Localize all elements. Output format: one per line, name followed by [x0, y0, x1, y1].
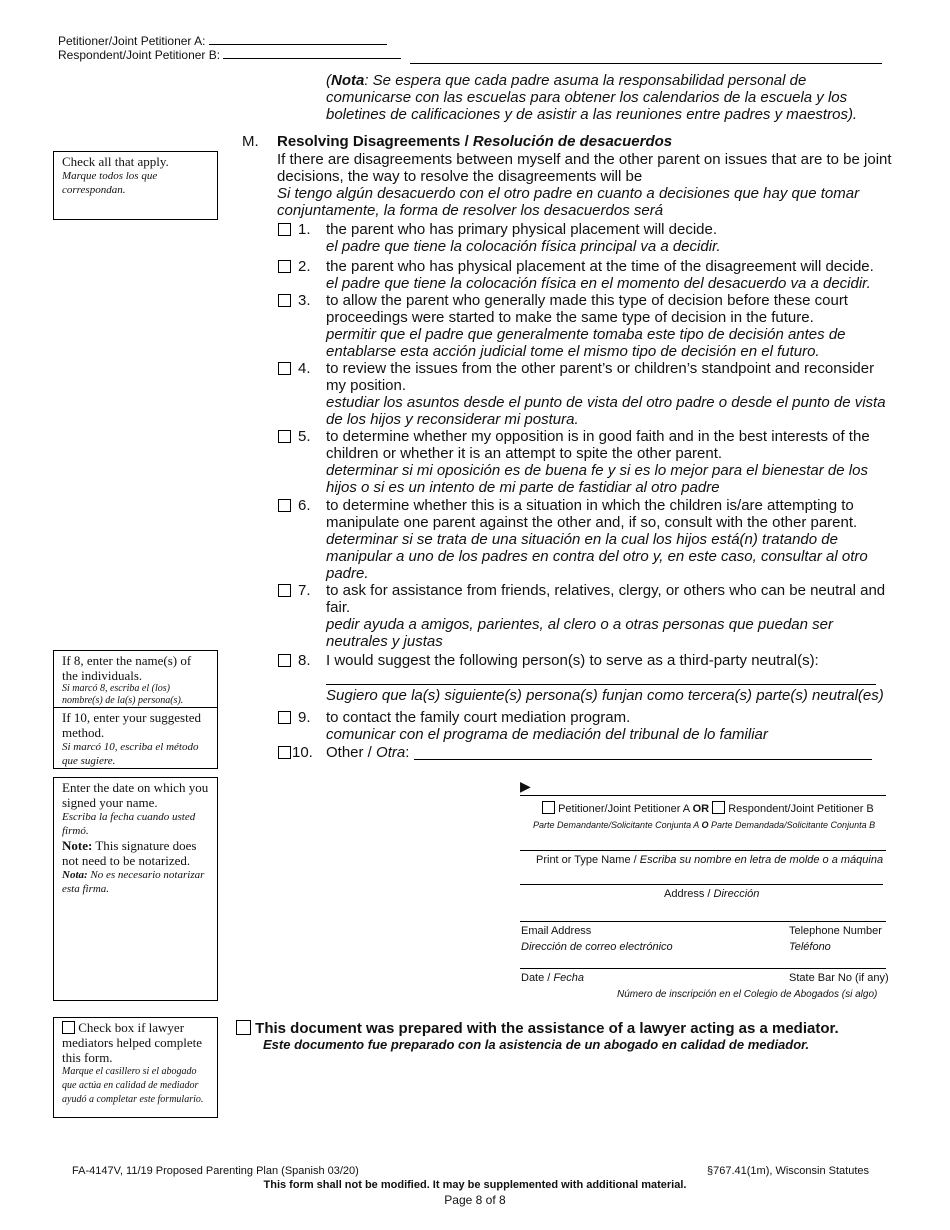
mediator-en: This document was prepared with the assistance of a lawyer acting as a mediator. — [255, 1020, 839, 1037]
email-caption-en: Email Address — [521, 925, 592, 937]
option-4-number: 4. — [298, 360, 311, 377]
option-1-en: the parent who has primary physical placement will decide. — [326, 221, 718, 238]
option-3-es: permitir que el padre que generalmente tomaba este tipo de decisión antes de entablarse esta acción judicial tome el mismo tipo de decisión en el futuro. — [326, 326, 846, 360]
if8-en: If 8, enter the name(s) of the individuals. — [62, 653, 192, 683]
section-intro-en: If there are disagreements between myself and the other parent on issues that are to be joint decisions, the way to resolve the disagreements will be — [277, 151, 892, 185]
date-es: Escriba la fecha cuando usted firmó. — [62, 811, 196, 837]
option-9-checkbox[interactable] — [278, 711, 291, 724]
address-caption — [664, 888, 759, 901]
option-6-es: determinar si se trata de una situación en la cual los hijos está(n) tratando de manipular a uno de los padres en contra del otro y, en este caso, consultar al otro padre. — [326, 531, 868, 582]
option-4-en: to review the issues from the other parent’s or children’s standpoint and reconsider my position. — [326, 360, 875, 394]
option-8-text — [326, 652, 898, 704]
option-3-text — [326, 292, 898, 360]
option-9-text — [326, 709, 898, 743]
option-9-number: 9. — [298, 709, 311, 726]
party-es-row — [533, 820, 875, 831]
option-8-number: 8. — [298, 652, 311, 669]
lawyer-checkbox[interactable] — [62, 1021, 75, 1034]
mediator-checkbox[interactable] — [236, 1020, 251, 1035]
option-10-colon: : — [405, 744, 410, 761]
option-3-number: 3. — [298, 292, 311, 309]
section-title-es: Resolución de desacuerdos — [472, 133, 673, 150]
date-caption — [521, 972, 584, 985]
if10-en: If 10, enter your suggested method. — [62, 710, 201, 740]
lawyer-es: Marque el casillero si el abogado que actúa en calidad de mediador ayudó a completar este formulario. — [62, 1066, 204, 1105]
footer-notice: This form shall not be modified. It may be supplemented with additional material. — [263, 1179, 687, 1191]
option-5-number: 5. — [298, 428, 311, 445]
nota-label-es: Nota: — [62, 869, 88, 881]
lawyer-en-line — [62, 1020, 209, 1065]
option-2-number: 2. — [298, 258, 311, 275]
bar-caption-en: State Bar No (if any) — [789, 972, 889, 984]
nota-paragraph — [326, 72, 891, 123]
if10-es: Si marcó 10, escriba el método que sugiere. — [62, 741, 199, 767]
option-1-text — [326, 221, 898, 255]
party-or: OR — [692, 803, 710, 815]
nota-label: Nota — [331, 72, 365, 89]
option-8-en: I would suggest the following person(s) to serve as a third-party neutral(s): — [326, 652, 819, 669]
nota-open: ( — [326, 72, 331, 89]
print-name-line[interactable] — [520, 850, 886, 851]
option-5-checkbox[interactable] — [278, 430, 291, 443]
phone-caption-es: Teléfono — [789, 941, 831, 953]
nota-es-line — [62, 868, 209, 896]
footer-form-id: FA-4147V, 11/19 Proposed Parenting Plan (Spanish 03/20) — [72, 1165, 359, 1177]
option-1-number: 1. — [298, 221, 311, 238]
email-line[interactable] — [520, 921, 886, 922]
option-4-checkbox[interactable] — [278, 362, 291, 375]
signature-line[interactable] — [520, 795, 886, 796]
option-3-checkbox[interactable] — [278, 294, 291, 307]
header-divider — [410, 63, 882, 64]
option-10-number: 10. — [292, 744, 313, 761]
sidebar-check-all — [53, 151, 218, 220]
option-6-number: 6. — [298, 497, 311, 514]
check-all-es: Marque todos los que correspondan. — [62, 170, 158, 196]
party-b-label: Respondent/Joint Petitioner B — [728, 803, 874, 815]
sidebar-lawyer — [53, 1017, 218, 1118]
option-7-es: pedir ayuda a amigos, parientes, al clero o a otras personas que puedan ser neutrales y justas — [326, 616, 833, 650]
option-2-text — [326, 258, 898, 292]
option-1-es: el padre que tiene la colocación física principal va a decidir. — [326, 238, 721, 255]
option-6-checkbox[interactable] — [278, 499, 291, 512]
option-8-es: Sugiero que la(s) siguiente(s) persona(s) funjan como tercera(s) parte(s) neutral(es) — [326, 687, 884, 704]
option-9-es: comunicar con el programa de mediación del tribunal de lo familiar — [326, 726, 768, 743]
email-caption-es: Dirección de correo electrónico — [521, 941, 673, 953]
option-5-en: to determine whether my opposition is in good faith and in the best interests of the children or whether it is an attempt to spite the other parent. — [326, 428, 870, 462]
sign-arrow: ▶ — [520, 778, 531, 794]
party-es-b: Parte Demandada/Solicitante Conjunta B — [710, 820, 876, 830]
date-es-label: Fecha — [553, 972, 584, 984]
mediator-en-line — [236, 1020, 896, 1037]
option-7-checkbox[interactable] — [278, 584, 291, 597]
date-en-label: Date / — [521, 972, 554, 984]
address-es: Dirección — [713, 888, 760, 900]
respondent-field[interactable] — [223, 47, 401, 59]
option-10-text — [326, 744, 898, 761]
date-line[interactable] — [520, 968, 886, 969]
option-3-en: to allow the parent who generally made this type of decision before these court proceedings were started to make the same type of decision in the future. — [326, 292, 848, 326]
header-respondent — [58, 47, 401, 62]
print-en: Print or Type Name / — [536, 854, 640, 866]
option-2-en: the parent who has physical placement at the time of the disagreement will decide. — [326, 258, 874, 275]
note-label: Note: — [62, 838, 93, 853]
sidebar-date-note — [53, 777, 218, 1001]
petitioner-field[interactable] — [209, 33, 387, 45]
option-9-en: to contact the family court mediation program. — [326, 709, 631, 726]
section-intro-es: Si tengo algún desacuerdo con el otro padre en cuanto a decisiones que hay que tomar conjuntamente, la forma de resolver los desacuerdos será — [277, 185, 860, 219]
lawyer-en: Check box if lawyer mediators helped complete this form. — [62, 1020, 203, 1065]
nota-text: : Se espera que cada padre asuma la responsabilidad personal de comunicarse con las escuelas para obtener los calendarios de la escuela y los boletines de calificaciones y de asistir a las reuniones entre padres y maestros). — [326, 72, 858, 123]
option-5-es: determinar si mi oposición es de buena fe y si es lo mejor para el bienestar de los hijos o si es un intento de mi parte de fastidiar al otro padre — [326, 462, 868, 496]
respondent-label: Respondent/Joint Petitioner B: — [58, 48, 221, 62]
option-6-text — [326, 497, 898, 582]
header-petitioner — [58, 33, 387, 48]
party-a-checkbox[interactable] — [542, 801, 555, 814]
option-8-checkbox[interactable] — [278, 654, 291, 667]
option-10-en: Other / — [326, 744, 377, 761]
mediator-es: Este documento fue preparado con la asistencia de un abogado en calidad de mediador. — [263, 1037, 810, 1052]
option-2-checkbox[interactable] — [278, 260, 291, 273]
option-10-field[interactable] — [414, 745, 872, 760]
option-5-text — [326, 428, 898, 496]
party-es-o: O — [701, 820, 709, 830]
option-10-checkbox[interactable] — [278, 746, 291, 759]
nota-es: No es necesario notarizar esta firma. — [62, 869, 205, 895]
mediator-statement — [236, 1020, 896, 1053]
section-title-sep: / — [460, 133, 473, 150]
address-line[interactable] — [520, 884, 883, 885]
party-a-label: Petitioner/Joint Petitioner A — [558, 803, 690, 815]
option-1-checkbox[interactable] — [278, 223, 291, 236]
print-es: Escriba su nombre en letra de molde o a máquina — [639, 854, 884, 866]
if8-es: Si marcó 8, escriba el (los) nombre(s) de la(s) persona(s). — [62, 683, 184, 706]
section-title-en: Resolving Disagreements — [277, 133, 461, 150]
option-7-en: to ask for assistance from friends, relatives, clergy, or others who can be neutral and fair. — [326, 582, 886, 616]
party-select-row — [542, 801, 874, 816]
party-b-checkbox[interactable] — [712, 801, 725, 814]
option-4-es: estudiar los asuntos desde el punto de vista del otro padre o desde el punto de vista de los hijos y reconsiderar mi postura. — [326, 394, 886, 428]
bar-caption-es: Número de inscripción en el Colegio de Abogados (si algo) — [617, 989, 878, 1000]
petitioner-label: Petitioner/Joint Petitioner A: — [58, 34, 206, 48]
option-7-text — [326, 582, 898, 650]
check-all-en: Check all that apply. — [62, 154, 169, 169]
option-10-es: Otra — [376, 744, 406, 761]
footer-statute: §767.41(1m), Wisconsin Statutes — [707, 1165, 870, 1177]
section-letter: M. — [242, 133, 259, 150]
option-2-es: el padre que tiene la colocación física en el momento del desacuerdo va a decidir. — [326, 275, 871, 292]
option-6-en: to determine whether this is a situation in which the children is/are attempting to manipulate one parent against the other and, if so, consult with the other parent. — [326, 497, 858, 531]
option-7-number: 7. — [298, 582, 311, 599]
note-en: This signature does not need to be notarized. — [62, 838, 197, 868]
sidebar-if8 — [53, 650, 218, 708]
section-title — [277, 133, 897, 150]
party-es-a: Parte Demandante/Solicitante Conjunta A — [533, 820, 699, 830]
date-en: Enter the date on which you signed your name. — [62, 780, 209, 810]
print-name-caption — [536, 854, 883, 867]
phone-caption-en: Telephone Number — [789, 925, 882, 937]
option-8-field[interactable] — [326, 669, 876, 685]
sidebar-if10 — [53, 707, 218, 769]
address-en: Address / — [664, 888, 714, 900]
option-4-text — [326, 360, 898, 428]
note-en-line — [62, 838, 209, 868]
footer-page: Page 8 of 8 — [444, 1193, 506, 1207]
